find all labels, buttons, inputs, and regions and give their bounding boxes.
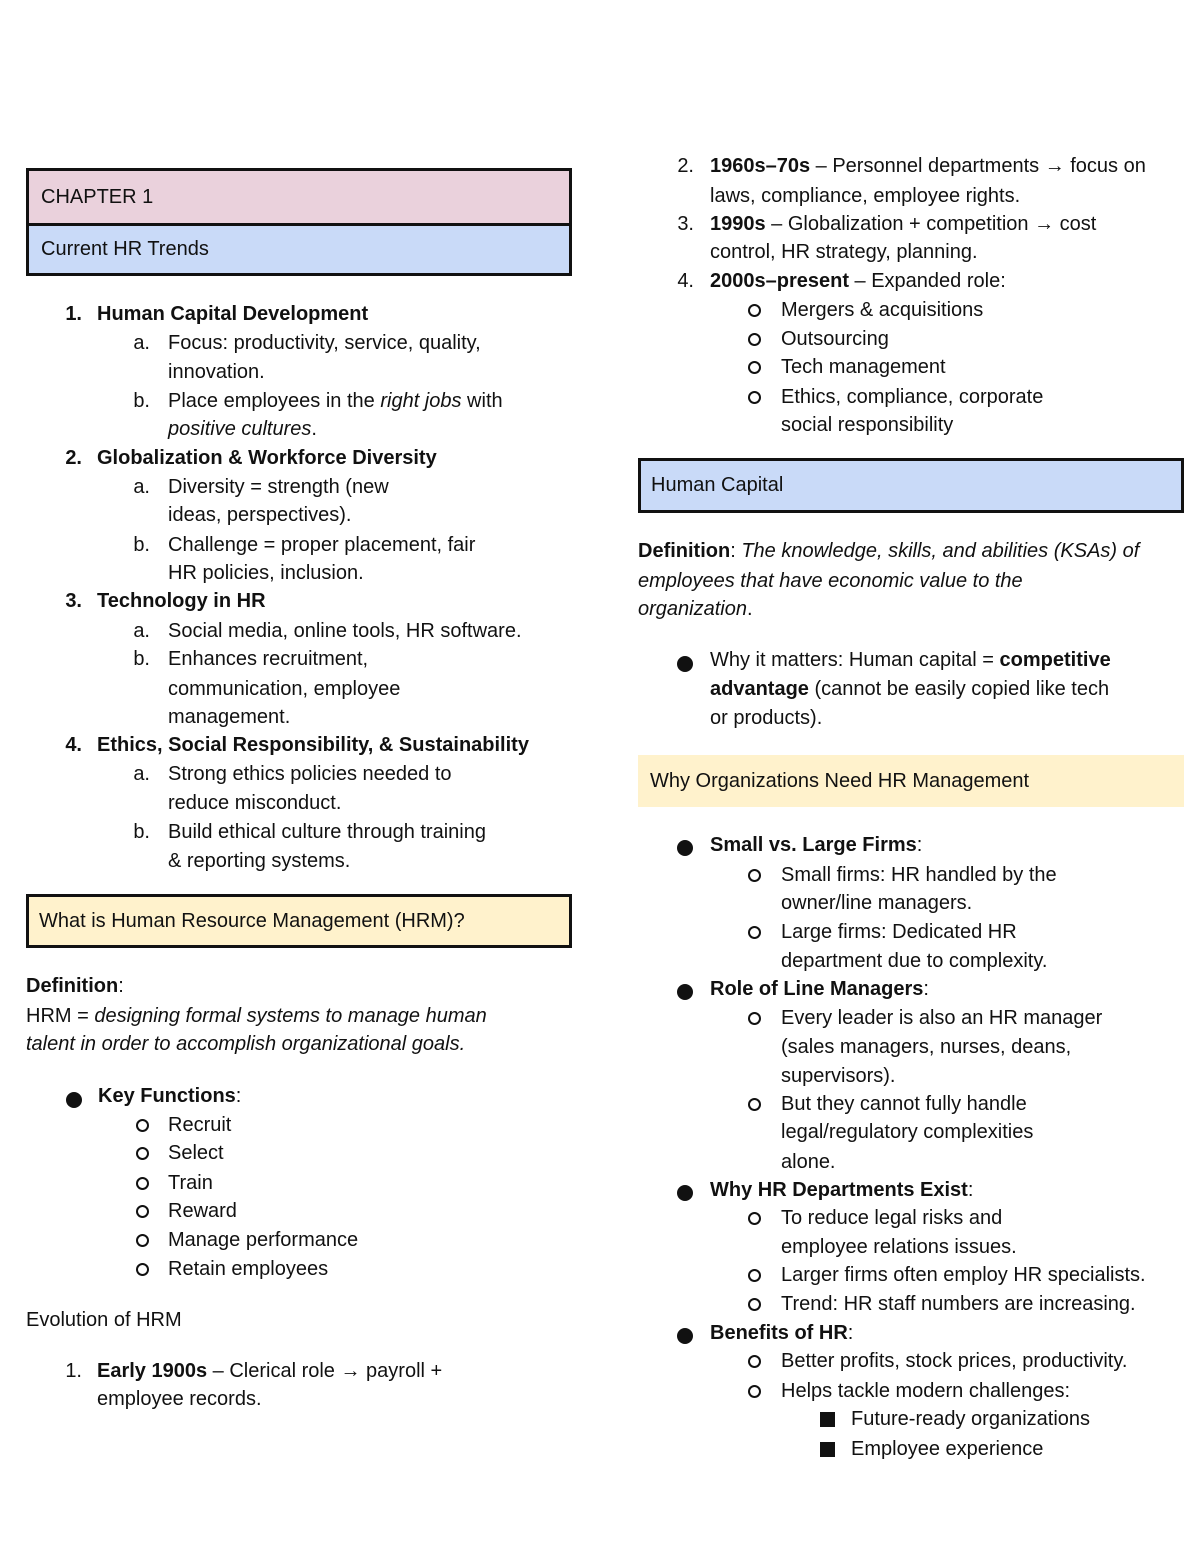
trend-title: Technology in HR	[97, 590, 266, 612]
list-item: Mergers & acquisitions	[781, 299, 984, 321]
evolution-item: Early 1900s – Clerical role → payroll +	[97, 1360, 443, 1382]
list-item-text: Challenge = proper placement, fair	[168, 534, 476, 556]
list-item: (sales managers, nurses, deans,	[781, 1036, 1072, 1058]
evolution-item: laws, compliance, employee rights.	[710, 185, 1021, 207]
list-item: To reduce legal risks and	[781, 1207, 1003, 1229]
evolution-item: 1960s–70s – Personnel departments → focus on	[710, 155, 1146, 177]
list-number: 1.	[65, 1360, 82, 1382]
list-item: Tech management	[781, 356, 946, 378]
bullet-dot	[677, 984, 693, 1000]
list-item: Helps tackle modern challenges:	[781, 1380, 1071, 1402]
list-number: 1.	[65, 303, 82, 325]
list-item-text: HR policies, inclusion.	[168, 562, 364, 584]
bullet-square	[820, 1442, 835, 1457]
key-functions-heading: Key Functions:	[98, 1085, 242, 1107]
why-it-matters-text: Why it matters: Human capital = competitive	[710, 649, 1111, 671]
section-header-human-capital: Human Capital	[638, 458, 1184, 513]
definition-heading: Definition:	[26, 975, 124, 997]
list-item: department due to complexity.	[781, 950, 1048, 972]
bullet-heading: Small vs. Large Firms:	[710, 834, 923, 856]
bullet-circle	[136, 1234, 149, 1247]
bullet-circle	[748, 361, 761, 374]
trend-title: Ethics, Social Responsibility, & Sustainability	[97, 734, 529, 756]
bullet-circle	[136, 1263, 149, 1276]
list-item: Manage performance	[168, 1229, 359, 1251]
why-it-matters-text: advantage (cannot be easily copied like tech	[710, 678, 1110, 700]
list-item: Retain employees	[168, 1258, 329, 1280]
list-item-text: Enhances recruitment,	[168, 648, 369, 670]
list-item: Reward	[168, 1200, 237, 1222]
bullet-circle	[748, 333, 761, 346]
definition-text: Definition: The knowledge, skills, and abilities (KSAs) of	[638, 540, 1140, 562]
list-item: alone.	[781, 1151, 836, 1173]
list-item: supervisors).	[781, 1065, 896, 1087]
list-item: Train	[168, 1172, 213, 1194]
bullet-circle	[136, 1205, 149, 1218]
bullet-dot	[677, 1185, 693, 1201]
list-item: But they cannot fully handle	[781, 1093, 1027, 1115]
list-item: social responsibility	[781, 414, 954, 436]
list-letter: b.	[133, 390, 150, 412]
list-item: Large firms: Dedicated HR	[781, 921, 1017, 943]
list-item-text: innovation.	[168, 361, 265, 383]
list-number: 2.	[65, 447, 82, 469]
bullet-circle	[748, 1212, 761, 1225]
bullet-circle	[748, 1012, 761, 1025]
list-item-text: reduce misconduct.	[168, 792, 342, 814]
list-number: 4.	[65, 734, 82, 756]
definition-text: employees that have economic value to the	[638, 570, 1023, 592]
bullet-dot	[677, 656, 693, 672]
bullet-circle	[748, 926, 761, 939]
trend-title: Globalization & Workforce Diversity	[97, 447, 437, 469]
list-item: Larger firms often employ HR specialists.	[781, 1264, 1146, 1286]
list-letter: a.	[133, 476, 150, 498]
trend-title: Human Capital Development	[97, 303, 369, 325]
list-item-text: management.	[168, 706, 291, 728]
list-item-text: Diversity = strength (new	[168, 476, 389, 498]
list-item: owner/line managers.	[781, 892, 973, 914]
definition-text: organization.	[638, 598, 753, 620]
bullet-heading: Why HR Departments Exist:	[710, 1179, 974, 1201]
list-letter: b.	[133, 534, 150, 556]
bullet-heading: Role of Line Managers:	[710, 978, 929, 1000]
why-it-matters-text: or products).	[710, 707, 823, 729]
bullet-dot	[677, 840, 693, 856]
list-letter: a.	[133, 763, 150, 785]
list-number: 4.	[677, 270, 694, 292]
list-letter: a.	[133, 620, 150, 642]
list-item: Future-ready organizations	[851, 1408, 1091, 1430]
list-item-text: Social media, online tools, HR software.	[168, 620, 522, 642]
section-header-current-hr-trends: Current HR Trends	[29, 226, 569, 273]
list-number: 3.	[65, 590, 82, 612]
list-item: legal/regulatory complexities	[781, 1121, 1034, 1143]
section-header-why-need-hrm: Why Organizations Need HR Management	[638, 755, 1184, 807]
bullet-circle	[136, 1177, 149, 1190]
list-item: Small firms: HR handled by the	[781, 864, 1057, 886]
bullet-circle	[748, 304, 761, 317]
evolution-item: control, HR strategy, planning.	[710, 241, 978, 263]
list-item-text: Place employees in the right jobs with	[168, 390, 503, 412]
bullet-circle	[136, 1147, 149, 1160]
bullet-circle	[748, 1298, 761, 1311]
bullet-circle	[136, 1119, 149, 1132]
bullet-square	[820, 1412, 835, 1427]
list-item: Every leader is also an HR manager	[781, 1007, 1103, 1029]
bullet-circle	[748, 869, 761, 882]
evolution-item: employee records.	[97, 1388, 262, 1410]
list-letter: a.	[133, 332, 150, 354]
definition-text: talent in order to accomplish organizational goals.	[26, 1033, 466, 1055]
list-number: 2.	[677, 155, 694, 177]
list-number: 3.	[677, 213, 694, 235]
definition-text: HRM = designing formal systems to manage human	[26, 1005, 487, 1027]
list-item-text: Build ethical culture through training	[168, 821, 486, 843]
evolution-item: 2000s–present – Expanded role:	[710, 270, 1006, 292]
bullet-circle	[748, 1269, 761, 1282]
bullet-circle	[748, 391, 761, 404]
list-item: Outsourcing	[781, 328, 889, 350]
bullet-circle	[748, 1098, 761, 1111]
list-item-text: & reporting systems.	[168, 850, 351, 872]
bullet-dot	[677, 1328, 693, 1344]
list-letter: b.	[133, 821, 150, 843]
list-item: Select	[168, 1142, 224, 1164]
list-item-text: Focus: productivity, service, quality,	[168, 332, 481, 354]
bullet-circle	[748, 1385, 761, 1398]
list-item: Recruit	[168, 1114, 232, 1136]
bullet-heading: Benefits of HR:	[710, 1322, 854, 1344]
list-item: Ethics, compliance, corporate	[781, 386, 1044, 408]
list-item: Trend: HR staff numbers are increasing.	[781, 1293, 1136, 1315]
list-item-text: communication, employee	[168, 678, 401, 700]
bullet-dot	[66, 1092, 82, 1108]
list-item-text: ideas, perspectives).	[168, 504, 352, 526]
list-item: Employee experience	[851, 1438, 1044, 1460]
section-header-what-is-hrm: What is Human Resource Management (HRM)?	[26, 894, 572, 948]
chapter-label: CHAPTER 1	[29, 171, 569, 223]
list-letter: b.	[133, 648, 150, 670]
list-item-text: Strong ethics policies needed to	[168, 763, 452, 785]
list-item-text: positive cultures.	[168, 418, 317, 440]
evolution-item: 1990s – Globalization + competition → cost	[710, 213, 1097, 235]
evolution-title: Evolution of HRM	[26, 1309, 182, 1331]
bullet-circle	[748, 1355, 761, 1368]
list-item: Better profits, stock prices, productivity.	[781, 1350, 1128, 1372]
list-item: employee relations issues.	[781, 1236, 1017, 1258]
